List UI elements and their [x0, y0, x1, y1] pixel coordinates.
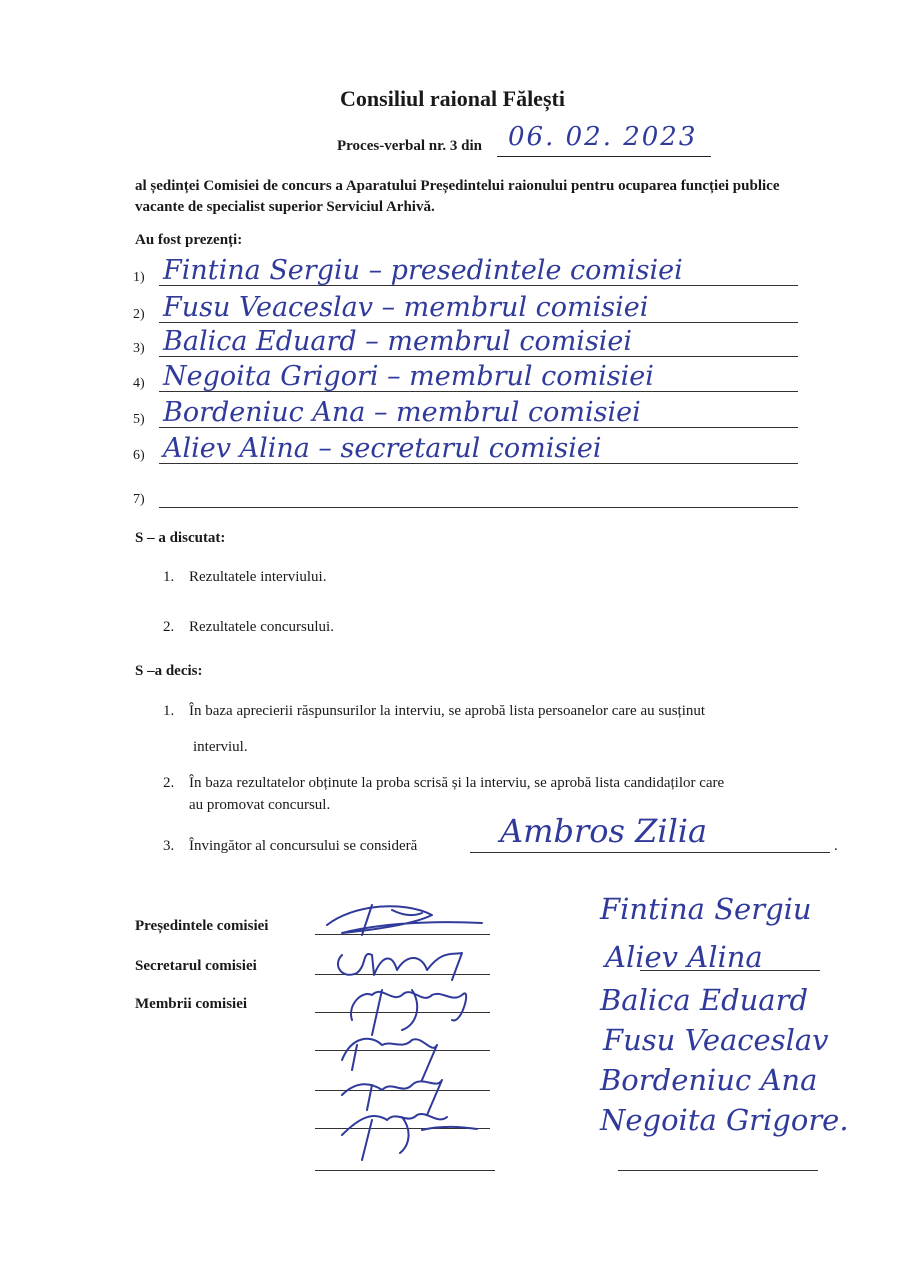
decided-heading: S –a decis: — [135, 663, 203, 679]
attendee-handwritten: Negoita Grigori – membrul comisiei — [163, 361, 654, 392]
attendee-handwritten: Fintina Sergiu – presedintele comisiei — [163, 255, 683, 286]
discussed-heading: S – a discutat: — [135, 530, 226, 546]
date-line — [497, 156, 711, 157]
row-number: 3) — [133, 341, 145, 356]
secretary-label: Secretarul comisiei — [135, 958, 257, 974]
item-text: În baza rezultatelor obținute la proba scrisă și la interviu, se aprobă lista candidaților care — [189, 775, 725, 791]
signature-line — [315, 1170, 495, 1171]
signatory-name-handwritten: Balica Eduard — [600, 983, 809, 1017]
attendance-row — [133, 476, 798, 510]
decided-item-continuation: interviul. — [193, 739, 248, 755]
attendee-handwritten: Bordeniuc Ana – membrul comisiei — [163, 397, 641, 428]
attendance-row — [133, 291, 798, 325]
row-number: 4) — [133, 376, 145, 391]
row-number: 5) — [133, 412, 145, 427]
row-line — [159, 507, 798, 508]
row-number: 1) — [133, 270, 145, 285]
signatory-name-handwritten: Fintina Sergiu — [600, 892, 812, 926]
signatory-name-handwritten: Bordeniuc Ana — [600, 1063, 818, 1097]
item-text: Învingător al concursului se consideră — [189, 838, 418, 854]
row-number: 2) — [133, 307, 145, 322]
president-label: Președintele comisiei — [135, 918, 269, 934]
signature-line — [618, 1170, 818, 1171]
signatory-name-handwritten: Negoita Grigore. — [600, 1103, 849, 1137]
winner-line — [470, 852, 830, 853]
attendee-handwritten: Fusu Veaceslav – membrul comisiei — [163, 292, 649, 323]
attendee-handwritten: Aliev Alina – secretarul comisiei — [163, 433, 602, 464]
meeting-subject: al ședinței Comisiei de concurs a Aparatului Președintelui raionului pentru ocuparea funcției publice vacante de specialist superior Serviciul Arhivă. — [135, 178, 780, 215]
signatory-name-handwritten: Aliev Alina — [605, 940, 763, 974]
item-number: 1. — [163, 703, 175, 719]
handwritten-signatures — [312, 895, 512, 1165]
winner-period: . — [834, 838, 838, 854]
signatory-name-handwritten: Fusu Veaceslav — [603, 1023, 829, 1057]
row-number: 7) — [133, 492, 145, 507]
discussed-item — [163, 569, 326, 586]
attendance-row — [133, 396, 798, 430]
winner-handwritten: Ambros Zilia — [500, 812, 708, 850]
attendance-row — [133, 432, 798, 466]
attendance-label: Au fost prezenți: — [135, 232, 243, 248]
date-handwritten: 06. 02. 2023 — [508, 122, 698, 152]
members-label: Membrii comisiei — [135, 996, 248, 1012]
item-text: Rezultatele concursului. — [189, 619, 334, 635]
decided-item-continuation: au promovat concursul. — [189, 797, 331, 813]
decided-item — [163, 775, 724, 792]
attendance-row — [133, 360, 798, 394]
item-number: 1. — [163, 569, 175, 585]
decided-item — [163, 838, 417, 855]
signature-line — [640, 970, 820, 971]
row-number: 6) — [133, 448, 145, 463]
proces-verbal-label: Proces-verbal nr. 3 din — [337, 138, 482, 154]
attendance-row — [133, 325, 798, 359]
item-number: 2. — [163, 775, 175, 791]
item-text: În baza aprecierii răspunsurilor la interviu, se aprobă lista persoanelor care au susținut — [189, 703, 706, 719]
attendance-row — [133, 254, 798, 288]
discussed-item — [163, 619, 334, 636]
document-title: Consiliul raional Fălești — [340, 86, 565, 111]
item-number: 3. — [163, 838, 175, 854]
attendee-handwritten: Balica Eduard – membrul comisiei — [163, 326, 633, 357]
item-text: Rezultatele interviului. — [189, 569, 327, 585]
decided-item — [163, 703, 705, 720]
item-number: 2. — [163, 619, 175, 635]
